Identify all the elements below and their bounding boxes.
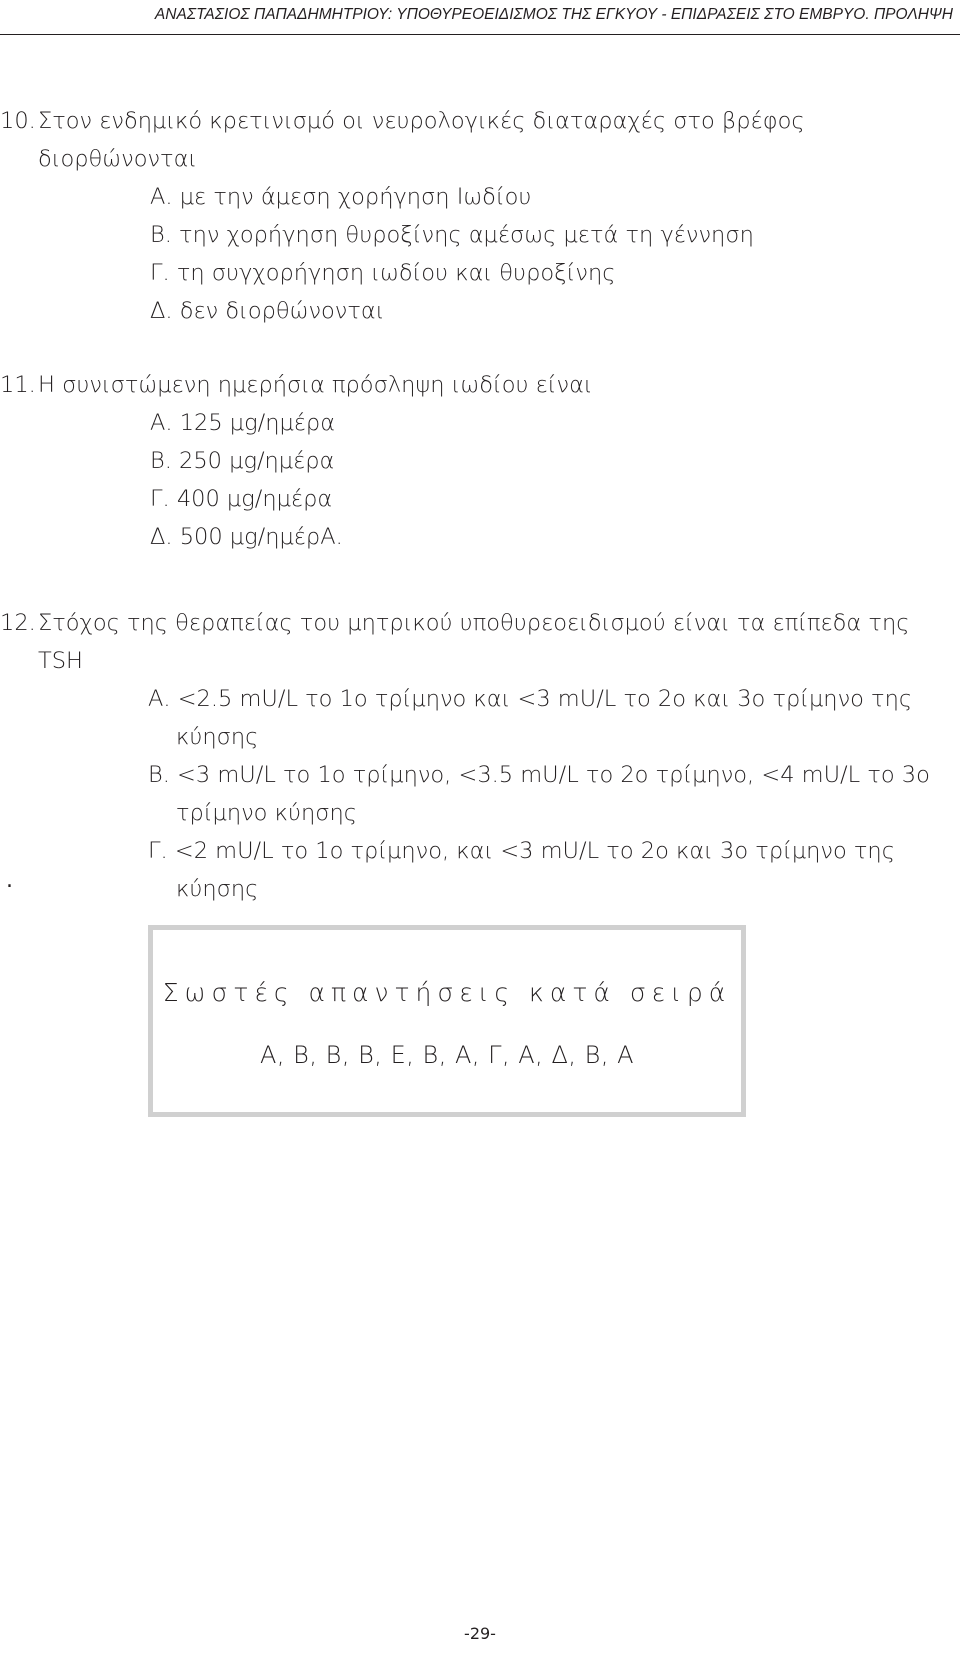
option-d: Δ. δεν διορθώνονται bbox=[150, 298, 385, 324]
question-stem: Στόχος της θεραπείας του μητρικού υποθυρεοειδισμού είναι τα επίπεδα της TSH bbox=[38, 610, 910, 674]
option-a: Α. με την άμεση χορήγηση Ιωδίου bbox=[150, 184, 532, 210]
answer-key-list: Α, Β, Β, Β, Ε, Β, Α, Γ, Α, Δ, Β, Α bbox=[259, 1041, 635, 1069]
options-list bbox=[0, 404, 960, 556]
options-list bbox=[0, 680, 960, 908]
option-c: Γ. <2 mU/L το 1ο τρίμηνο, και <3 mU/L το 2ο και 3ο τρίμηνο της κύησης bbox=[148, 838, 895, 902]
running-header: ΑΝΑΣΤΑΣΙΟΣ ΠΑΠΑΔΗΜΗΤΡΙΟΥ: ΥΠΟΘΥΡΕΟΕΙΔΙΣΜΟΣ ΤΗΣ ΕΓΚΥΟΥ - ΕΠΙΔΡΑΣΕΙΣ ΣΤΟ ΕΜΒΡΥΟ. ΠΡΟΛΗΨΗ bbox=[154, 6, 953, 23]
option-a: Α. <2.5 mU/L το 1ο τρίμηνο και <3 mU/L το 2ο και 3ο τρίμηνο της κύησης bbox=[148, 686, 913, 750]
question-number: 11. bbox=[0, 372, 36, 398]
question-number: 12. bbox=[0, 610, 36, 636]
page-number: -29- bbox=[464, 1624, 496, 1643]
questions-section bbox=[0, 102, 960, 908]
question-text bbox=[0, 102, 960, 178]
option-c: Γ. τη συγχορήγηση ιωδίου και θυροξίνης bbox=[150, 260, 616, 286]
question-10 bbox=[0, 102, 960, 330]
option-d: Δ. 500 μg/ημέρΑ. bbox=[150, 524, 343, 550]
question-12 bbox=[0, 604, 960, 908]
header-rule bbox=[0, 34, 960, 35]
answer-key-title: Σωστές απαντήσεις κατά σειρά bbox=[162, 978, 732, 1007]
answer-key-box bbox=[148, 925, 746, 1117]
question-stem: Η συνιστώμενη ημερήσια πρόσληψη ιωδίου είναι bbox=[38, 372, 593, 398]
stray-dot: . bbox=[6, 868, 13, 893]
option-a: Α. 125 μg/ημέρα bbox=[150, 410, 336, 436]
options-list bbox=[0, 178, 960, 330]
option-b: Β. την χορήγηση θυροξίνης αμέσως μετά τη γέννηση bbox=[150, 222, 754, 248]
question-stem: Στον ενδημικό κρετινισμό οι νευρολογικές διαταραχές στο βρέφος διορθώνονται bbox=[38, 108, 805, 172]
option-b: Β. <3 mU/L το 1ο τρίμηνο, <3.5 mU/L το 2ο τρίμηνο, <4 mU/L το 3ο τρίμηνο κύησης bbox=[148, 762, 930, 826]
question-text bbox=[0, 604, 960, 680]
question-11 bbox=[0, 366, 960, 556]
question-text bbox=[0, 366, 960, 404]
spacer bbox=[0, 330, 960, 366]
question-number: 10. bbox=[0, 108, 36, 134]
spacer bbox=[0, 556, 960, 604]
option-c: Γ. 400 μg/ημέρα bbox=[150, 486, 333, 512]
option-b: Β. 250 μg/ημέρα bbox=[150, 448, 335, 474]
